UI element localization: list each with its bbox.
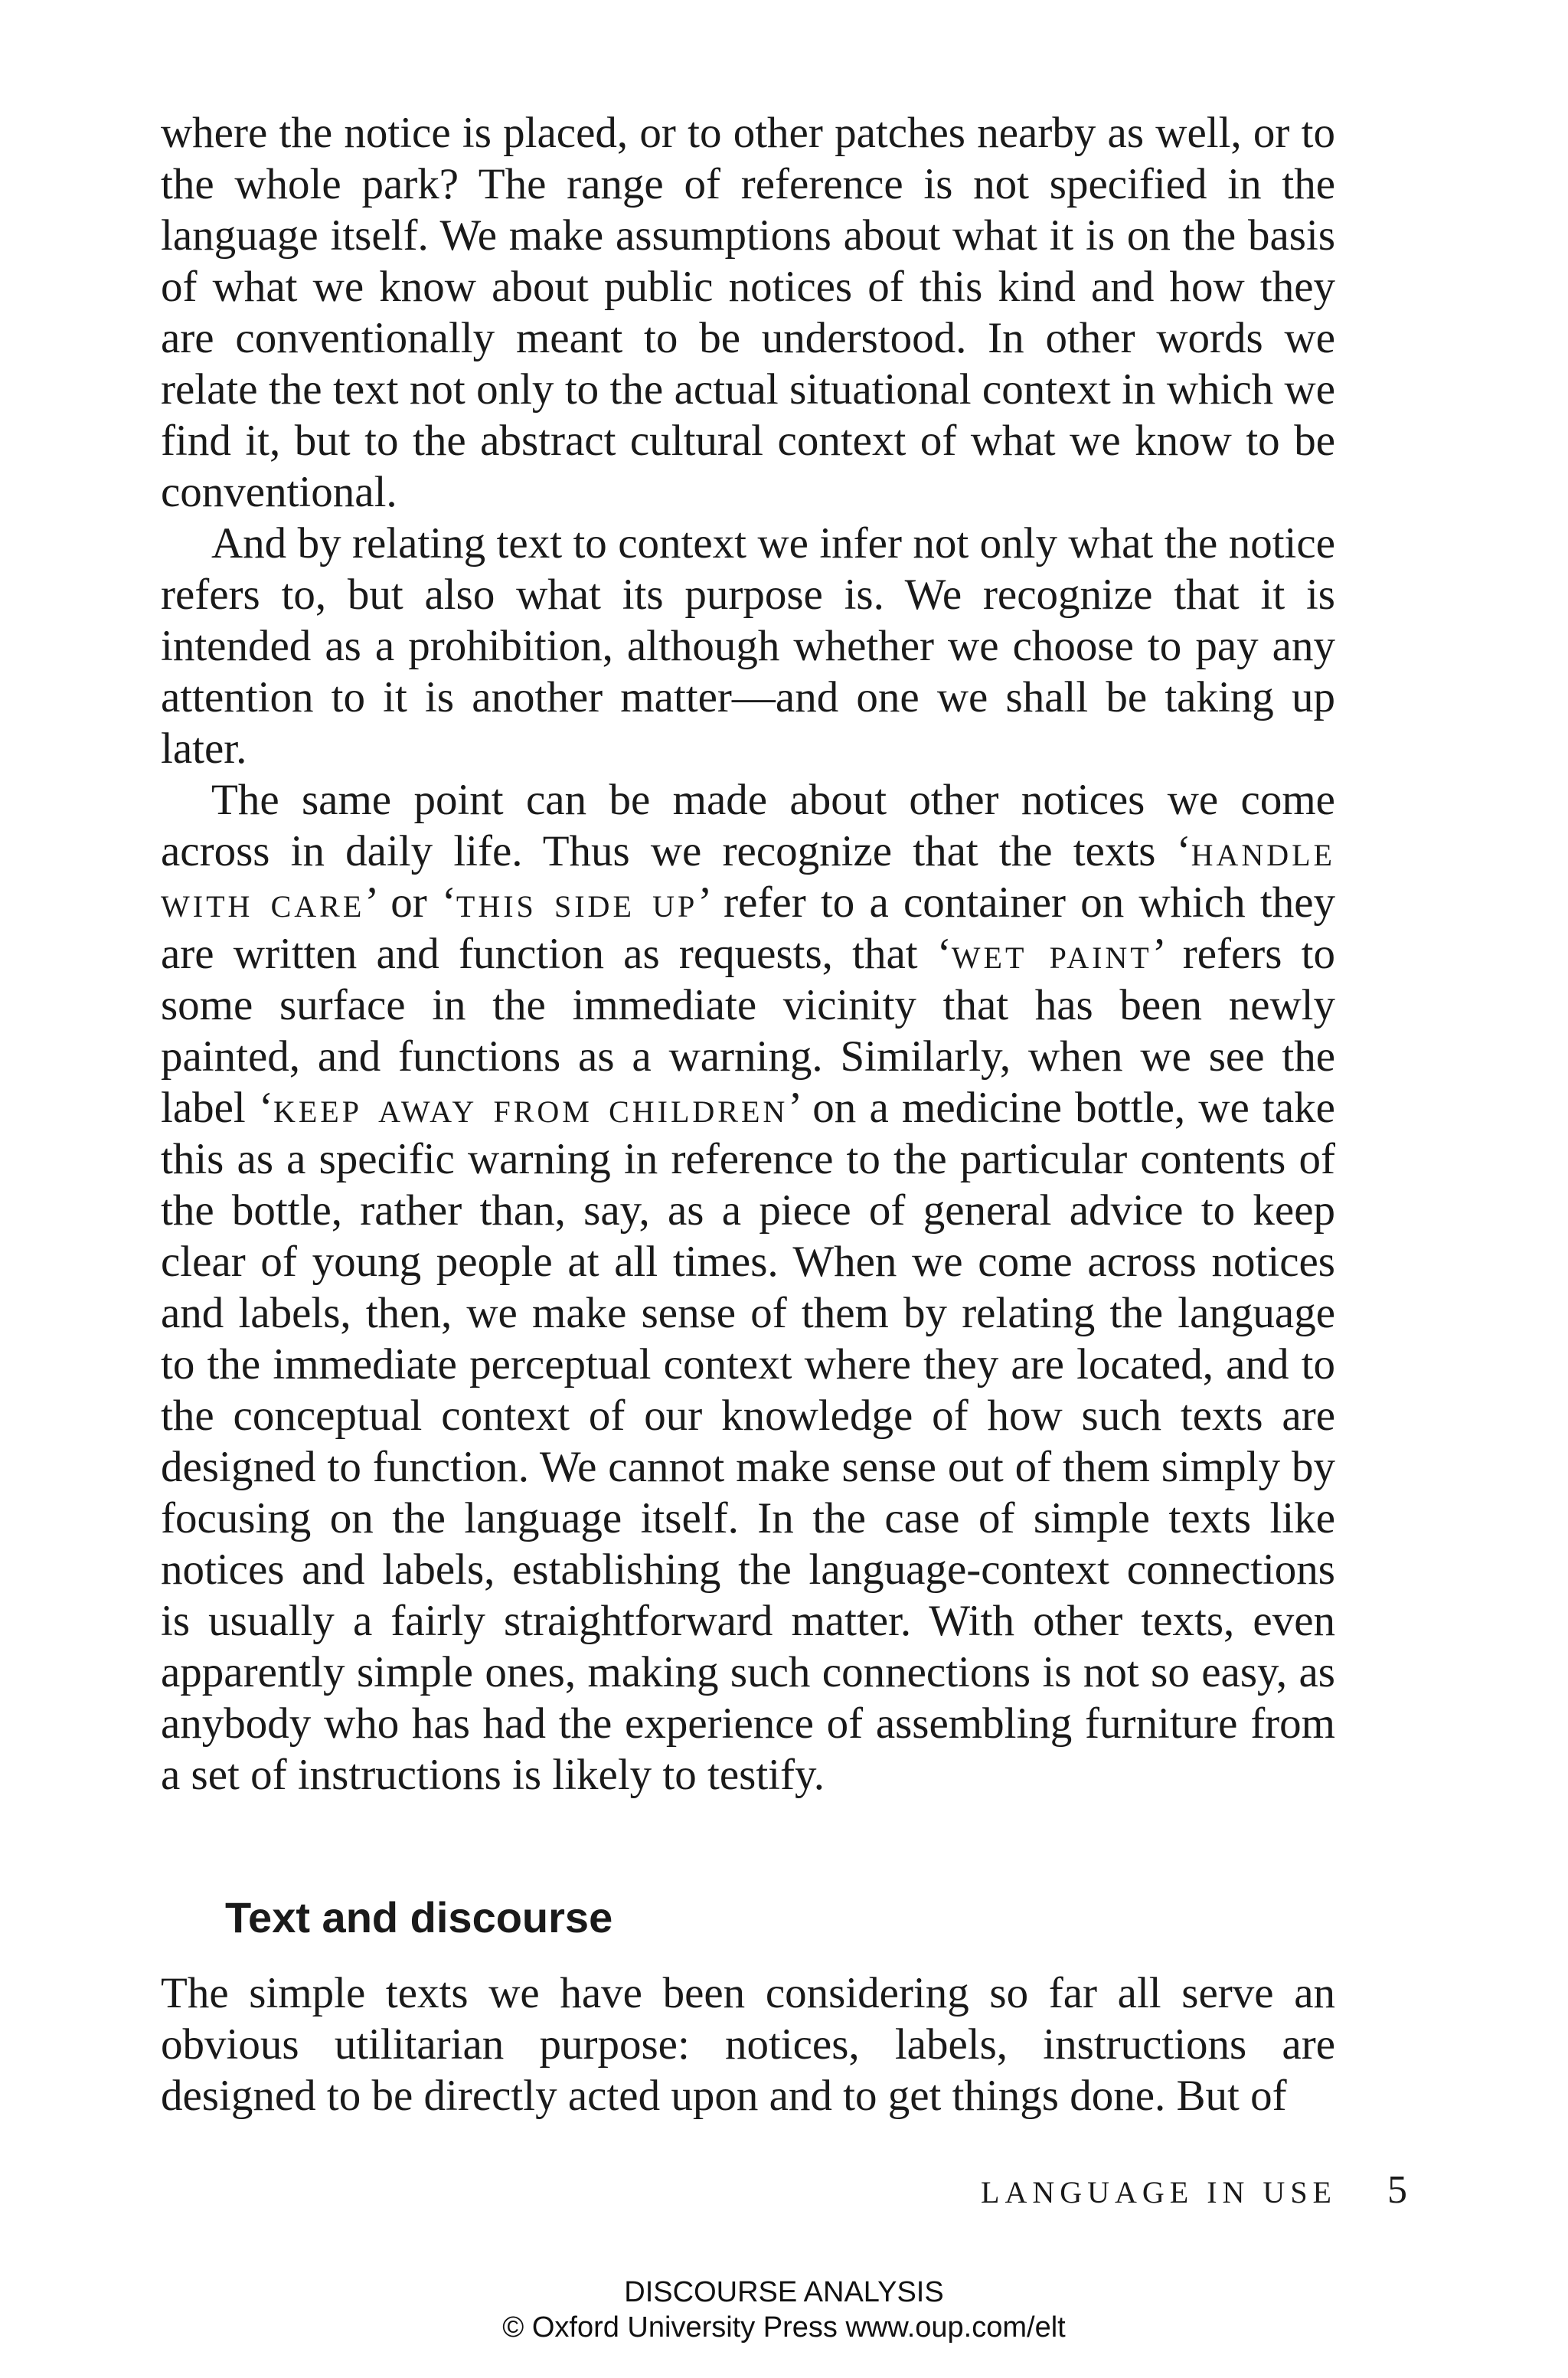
small-caps-phrase: wet paint [951,930,1152,978]
paragraph-text: The same point can be made about other notices we come across in daily life. Thus we recognize that the texts ‘ [161,776,1335,875]
running-footer [981,2167,1407,2213]
copyright-title: DISCOURSE ANALYSIS [624,2276,944,2308]
body-paragraph-3 [161,774,1335,1801]
copyright-block [0,2275,1568,2345]
body-paragraph-4 [161,1967,1335,2121]
paragraph-text: ’ on a medicine bottle, we take this as a specific warning in reference to the particular contents of the bottle, rather than, say, as a piece of general advice to keep clear of young people at all times. When we come across notices and labels, then, we make sense of them by relating the language to the immediate perceptual context where they are located, and to the conceptual context of our knowledge of how such texts are designed to function. We cannot make sense out of them simply by focusing on the language itself. In the case of simple texts like notices and labels, establishing the language-context connections is usually a fairly straightforward matter. With other texts, even apparently simple ones, making such connections is not so easy, as anybody who has had the experience of assembling furniture from a set of instructions is likely to testify. [161,1084,1335,1799]
paragraph-text: The simple texts we have been considering so far all serve an obvious utilitarian purpose: notices, labels, instructions are designed to be directly acted upon and to get things done. But of [161,1969,1335,2120]
small-caps-phrase: this side up [456,878,698,927]
page-number: 5 [1387,2168,1407,2212]
section-heading: Text and discourse [225,1893,613,1941]
page-body [161,107,1335,2121]
body-paragraph-1 [161,107,1335,518]
paragraph-text: ’ or ‘ [364,878,456,927]
paragraph-text: ’ refer to a container on which they are written and function as requests, that ‘ [161,878,1336,978]
paragraph-text: And by relating text to context we infer not only what the notice refers to, but also what its purpose is. We recognize that it is intended as a prohibition, although whether we choose to pay any attention to it is another matter—and one we shall be taking up later. [161,519,1335,773]
paragraph-text: where the notice is placed, or to other patches nearby as well, or to the whole park? The range of reference is not specified in the language itself. We make assumptions about what it is on the basis of what we know about public notices of this kind and how they are conventionally meant to be understood. In other words we relate the text not only to the actual situational context in which we find it, but to the abstract cultural context of what we know to be conventional. [161,109,1335,516]
copyright-notice: © Oxford University Press www.oup.com/elt [502,2311,1066,2344]
running-title: LANGUAGE IN USE [981,2175,1337,2210]
paragraph-text: ’ refers to some surface in the immediate vicinity that has been newly painted, and functions as a warning. Similarly, when we see the label ‘ [161,930,1335,1132]
small-caps-phrase: keep away from children [273,1084,789,1132]
body-paragraph-2 [161,518,1335,774]
small-caps-phrase: handle with care [161,827,1335,927]
